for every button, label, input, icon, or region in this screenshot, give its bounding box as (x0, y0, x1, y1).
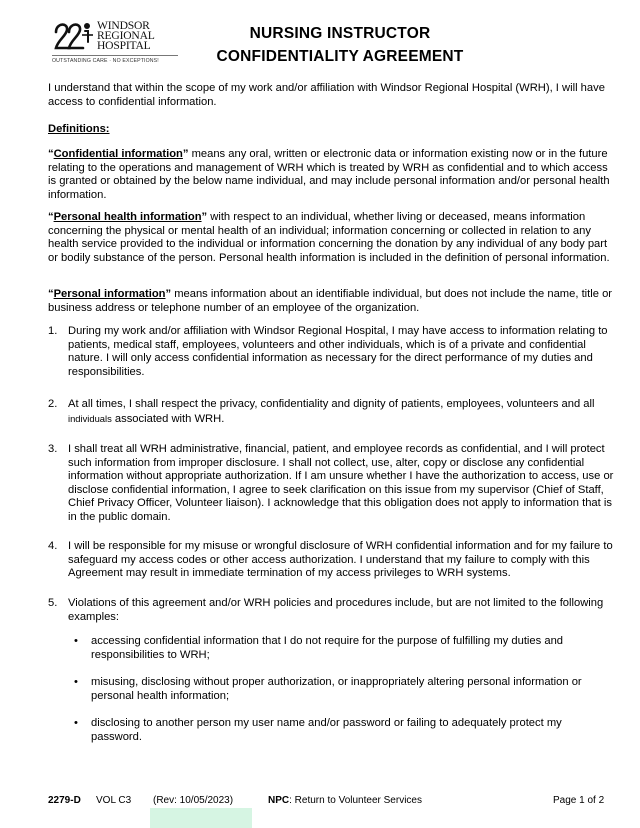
clause-text (68, 398, 618, 426)
form-field-highlight[interactable] (150, 808, 252, 828)
clause-text-part-a: At all times, I shall respect the privacy, confidentiality and dignity of patients, employees, volunteers and all (68, 398, 595, 410)
definition-term: Personal health information (53, 211, 202, 223)
bullet-text: disclosing to another person my user name and/or password or failing to adequately protect my password. (91, 717, 562, 743)
clause-number: 2. (48, 398, 58, 410)
clause-text-part-b: associated with WRH. (111, 412, 225, 425)
bullet-icon: • (74, 717, 78, 729)
definition-confidential-information (48, 148, 616, 202)
definition-text: means any oral, written or electronic data or information existing now or in the future relating to the operations and management of WRH which is treated by WRH as confidential and to which access is granted or obtained by the below name individual, and may include personal information and/or personal health information. (48, 148, 610, 201)
document-title-line-2: CONFIDENTIALITY AGREEMENT (216, 48, 464, 65)
definition-term: Personal information (53, 288, 166, 300)
bullet-text: accessing confidential information that I do not require for the purpose of fulfilling my duties and responsibilities to WRH; (91, 635, 564, 661)
definition-text: with respect to an individual, whether living or deceased, means information concerning the physical or mental health of an individual; information concerning or collected in relation to any health service provided to the individual or information concerning the donation by any individual of any body part or bodily substance of the person. Personal health information is included in the definition of personal information. (48, 211, 610, 264)
clause-text: I shall treat all WRH administrative, financial, patient, and employee records as confidential, and I will protect such information from improper disclosure. I shall not collect, use, alter, copy or disclose any confidential information without appropriate authorization. If I am unsure whether I have the authorization to access, use or disclose confidential information, I agree to seek clarification on this issue from my supervisor (Chief of Staff, Chief Privacy Officer, Volunteer liaison). I acknowledge that this obligation does not apply to information that is in the public domain. (68, 443, 614, 523)
footer-npc-label: NPC (268, 795, 290, 806)
bullet-icon: • (74, 635, 78, 647)
definition-text: means information about an identifiable individual, but does not include the name, title or business address or telephone number of an employee of the organization. (48, 288, 613, 314)
clause-number: 5. (48, 597, 58, 609)
quote-open: “ (48, 211, 54, 223)
quote-close: ” (182, 148, 189, 160)
clause-text: I will be responsible for my misuse or wrongful disclosure of WRH confidential information and for my failure to safeguard my access codes or other access authorization. I understand that my failure to comply with this Agreement may result in immediate termination of my access privileges to WRH systems. (68, 540, 613, 580)
clause-text: Violations of this agreement and/or WRH policies and procedures include, but are not limited to the following examples: (68, 597, 604, 623)
logo-line-1: WINDSOR (97, 19, 150, 32)
footer-npc (268, 795, 422, 806)
footer-page-number: Page 1 of 2 (553, 795, 605, 806)
document-title-line-1: NURSING INSTRUCTOR (249, 25, 431, 42)
footer-npc-text: : Return to Volunteer Services (289, 795, 422, 806)
logo-line-2: REGIONAL (97, 29, 155, 42)
quote-close: ” (165, 288, 172, 300)
logo-line-3: HOSPITAL (97, 39, 151, 52)
definition-personal-information (48, 288, 616, 315)
logo-divider (52, 55, 178, 56)
definition-personal-health-information (48, 211, 616, 265)
hospital-logo (52, 18, 178, 70)
bullet-text: misusing, disclosing without proper authorization, or inappropriately altering personal information or personal health information; (91, 676, 582, 702)
intro-paragraph: I understand that within the scope of my work and/or affiliation with Windsor Regional Hospital (WRH), I will have access to confidential information. (48, 82, 605, 108)
definition-term: Confidential information (53, 148, 183, 160)
clause-number: 3. (48, 443, 58, 455)
footer-form-code: 2279-D (48, 795, 81, 806)
clause-text: During my work and/or affiliation with Windsor Regional Hospital, I may have access to information relating to patients, medical staff, employees, volunteers and other individuals, which is of a private and confidential nature. I will only access confidential information as necessary for the direct performance of my duties and responsibilities. (68, 325, 608, 378)
logo-wordmark (97, 21, 177, 51)
clause-number: 4. (48, 540, 58, 552)
footer-revision: (Rev: 10/05/2023) (153, 795, 234, 806)
quote-open: “ (48, 148, 54, 160)
clause-number: 1. (48, 325, 58, 337)
footer-volume: VOL C3 (96, 795, 132, 806)
quote-close: ” (201, 211, 208, 223)
clause-text-small: individuals (68, 412, 112, 424)
logo-tagline: OUTSTANDING CARE · NO EXCEPTIONS! (52, 58, 159, 64)
hospital-logo-icon (52, 18, 94, 56)
definitions-heading: Definitions: (48, 123, 110, 135)
bullet-icon: • (74, 676, 78, 688)
quote-open: “ (48, 288, 54, 300)
